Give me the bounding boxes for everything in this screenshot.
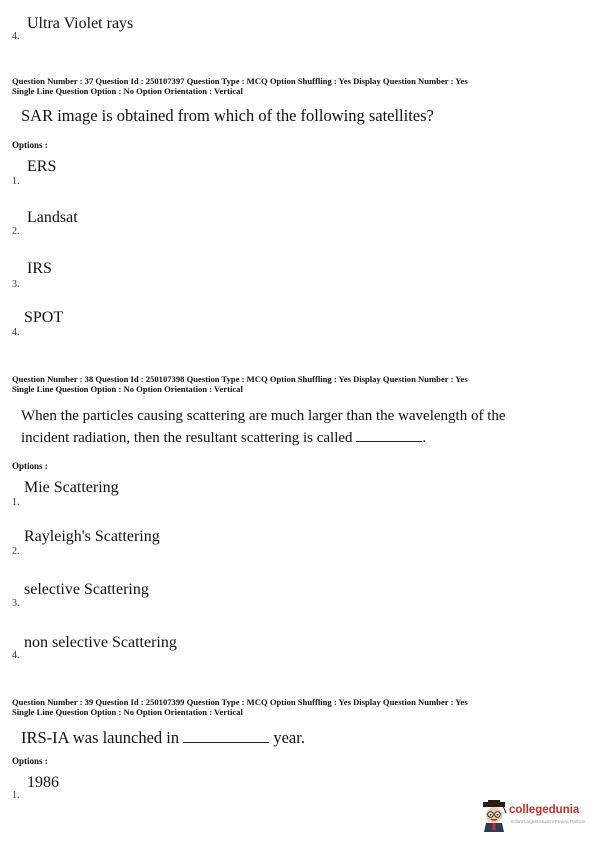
- meta-line: Question Number : 38 Question Id : 250107398 Question Type : MCQ Option Shuffling : Yes Display Question Number : Yes: [12, 374, 468, 384]
- option-number: 1.: [12, 497, 20, 508]
- option-number: 4.: [12, 31, 20, 42]
- option-text: ERS: [27, 158, 57, 175]
- question-text: [21, 405, 577, 449]
- option-number: 3.: [12, 279, 20, 290]
- question-line: When the particles causing scattering are much larger than the wavelength of the: [21, 408, 506, 424]
- question-line: [21, 427, 577, 449]
- collegedunia-logo: [480, 800, 590, 834]
- option-text: SPOT: [24, 309, 64, 326]
- option-text: Landsat: [27, 209, 78, 226]
- options-label: Options :: [12, 461, 48, 471]
- option-number: 1.: [12, 790, 20, 801]
- logo-brand: collegedunia: [509, 804, 580, 816]
- meta-line: Single Line Question Option : No Option Orientation : Vertical: [12, 384, 243, 394]
- option-text: non selective Scattering: [24, 634, 177, 651]
- option-number: 4.: [12, 327, 20, 338]
- question-text: SAR image is obtained from which of the following satellites?: [21, 106, 434, 125]
- question-line-text: incident radiation, then the resultant scattering is called: [21, 430, 353, 446]
- option-text: selective Scattering: [24, 581, 149, 598]
- logo-tagline: India's Largest Student Review Platform: [511, 819, 586, 824]
- mascot-icon: [480, 800, 508, 832]
- question-meta: [12, 697, 582, 717]
- question-end: .: [422, 430, 427, 446]
- option-number: 3.: [12, 598, 20, 609]
- question-meta: [12, 76, 582, 96]
- option-number: 4.: [12, 650, 20, 661]
- option-number: 2.: [12, 226, 20, 237]
- option-text: Ultra Violet rays: [27, 15, 134, 32]
- option-number: 2.: [12, 546, 20, 557]
- meta-line: Question Number : 39 Question Id : 250107399 Question Type : MCQ Option Shuffling : Yes Display Question Number : Yes: [12, 697, 468, 707]
- answer-blank: [356, 429, 422, 442]
- option-text: Rayleigh's Scattering: [24, 528, 160, 545]
- meta-line: Single Line Question Option : No Option Orientation : Vertical: [12, 707, 243, 717]
- option-text: IRS: [27, 260, 52, 277]
- answer-blank: [183, 730, 269, 743]
- option-text: 1986: [27, 774, 59, 791]
- question-start: IRS-IA was launched in: [21, 728, 180, 747]
- question-meta: [12, 374, 582, 394]
- option-number: 1.: [12, 176, 20, 187]
- options-label: Options :: [12, 140, 48, 150]
- option-text: Mie Scattering: [24, 479, 119, 496]
- meta-line: Question Number : 37 Question Id : 250107397 Question Type : MCQ Option Shuffling : Yes Display Question Number : Yes: [12, 76, 468, 86]
- question-text: [21, 728, 305, 748]
- meta-line: Single Line Question Option : No Option Orientation : Vertical: [12, 86, 243, 96]
- options-label: Options :: [12, 756, 48, 766]
- question-end: year.: [273, 728, 305, 747]
